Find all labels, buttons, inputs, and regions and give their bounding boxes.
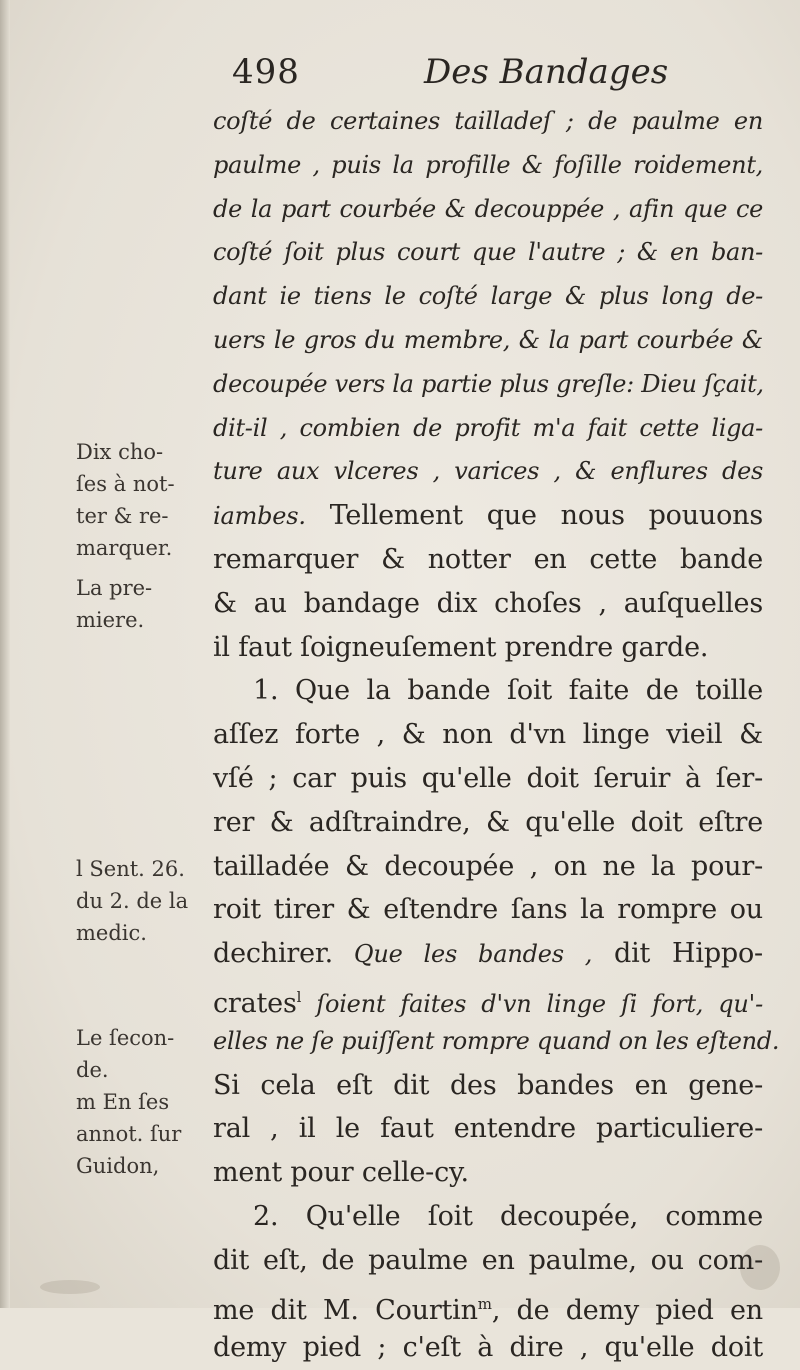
line-text: ral , il le faut entendre particuliere- [213, 1113, 763, 1145]
italic-text: ſoient faites d'vn linge ſi fort, qu'- [301, 989, 763, 1018]
line-text: me dit M. Courtin [213, 1294, 478, 1326]
line-text: roit tirer & eſtendre ſans la rompre ou [213, 894, 763, 926]
margin-notes [0, 0, 210, 1308]
text-line [213, 582, 763, 626]
line-text: dant ie tiens le coſté large & plus long de- [213, 282, 763, 311]
line-text: & au bandage dix choſes , auſquelles [213, 587, 763, 619]
text-line [213, 319, 763, 363]
line-text: 1. Que la bande ſoit faite de toille [253, 675, 763, 707]
line-text: ture aux vlceres , varices , & enflures des [213, 457, 763, 486]
text-line [213, 1151, 763, 1195]
line-text: uers le gros du membre, & la part courbée & [213, 325, 763, 354]
line-text: demy pied ; c'eſt à dire , qu'elle doit [213, 1332, 763, 1364]
text-line [213, 231, 763, 275]
page-number: 498 [232, 52, 300, 92]
main-text-block [213, 100, 780, 1370]
margin-note: de. [76, 1058, 109, 1082]
line-text: coſté de certaines tailladeſ ; de paulme en [213, 107, 763, 135]
margin-note: Dix cho- [76, 440, 164, 464]
italic-text: Que les bandes , [333, 940, 593, 969]
margin-note: Guidon, [76, 1154, 160, 1178]
line-text: coſté ſoit plus court que l'autre ; & en ban- [213, 238, 763, 267]
line-text: Si cela eſt dit des bandes en gene- [213, 1069, 763, 1101]
text-line [213, 626, 763, 670]
line-text: de la part courbée & decouppée , afin que ce [213, 194, 763, 223]
margin-note: l Sent. 26. [76, 857, 185, 881]
text-line [213, 1326, 763, 1370]
text-line [213, 494, 763, 538]
text-line [213, 450, 763, 494]
line-text: ment pour celle-cy. [213, 1157, 469, 1189]
running-title: Des Bandages [424, 52, 669, 92]
margin-note: marquer. [76, 536, 173, 560]
line-text: aſſez forte , & non d'vn linge vieil & [213, 719, 763, 751]
line-text: Tellement que nous pouuons [305, 500, 763, 532]
text-line [213, 100, 763, 144]
text-line [213, 1020, 780, 1064]
margin-note: ſes à not- [76, 472, 175, 496]
text-line [213, 363, 763, 407]
margin-note: miere. [76, 608, 145, 632]
text-line [213, 144, 763, 188]
text-line [213, 888, 763, 932]
margin-note: du 2. de la [76, 889, 189, 913]
text-line [213, 1239, 763, 1283]
footnote-marker: m [477, 1294, 492, 1313]
margin-note: medic. [76, 921, 147, 945]
line-text: dit-il , combien de profit m'a fait cette liga- [213, 413, 763, 442]
margin-note: annot. ſur [76, 1122, 182, 1146]
text-line [213, 713, 763, 757]
page-header [232, 52, 752, 102]
line-text: elles ne ſe puiſſent rompre quand on les eſtend. [213, 1026, 780, 1055]
text-line [213, 1283, 763, 1327]
line-text: , de demy pied en [491, 1294, 763, 1326]
line-text: remarquer & notter en cette bande [213, 543, 763, 575]
text-line [213, 757, 763, 801]
margin-note: La pre- [76, 576, 153, 600]
text-line [213, 188, 763, 232]
line-text: decoupée vers la partie plus greſle: Dieu ſçait, [213, 369, 764, 398]
margin-note: ter & re- [76, 504, 169, 528]
text-line [213, 275, 763, 319]
margin-note: Le ſecon- [76, 1026, 175, 1050]
line-text: dechirer. [213, 938, 334, 970]
italic-text: iambes. [213, 502, 306, 531]
text-line [213, 845, 763, 889]
line-text: 2. Qu'elle ſoit decoupée, comme [253, 1200, 763, 1232]
line-text: dit eſt, de paulme en paulme, ou com- [213, 1244, 763, 1276]
text-line [213, 801, 763, 845]
line-text: il faut ſoigneuſement prendre garde. [213, 631, 709, 663]
line-text: crates [213, 987, 297, 1019]
text-line [213, 1107, 763, 1151]
text-line [213, 1064, 763, 1108]
text-line [213, 538, 763, 582]
line-text: paulme , puis la profille & foſille roidement, [213, 150, 763, 179]
line-text: dit Hippo- [592, 938, 763, 970]
line-text: tailladée & decoupée , on ne la pour- [213, 850, 763, 882]
text-line [213, 976, 763, 1020]
footnote-marker: l [296, 987, 302, 1006]
text-line [213, 407, 763, 451]
line-text: vſé ; car puis qu'elle doit ſeruir à ſer- [213, 762, 763, 794]
margin-note: m En ſes [76, 1090, 170, 1114]
text-line [213, 669, 763, 713]
text-line [213, 932, 763, 976]
line-text: rer & adſtraindre, & qu'elle doit eſtre [213, 806, 763, 838]
text-line [213, 1195, 763, 1239]
